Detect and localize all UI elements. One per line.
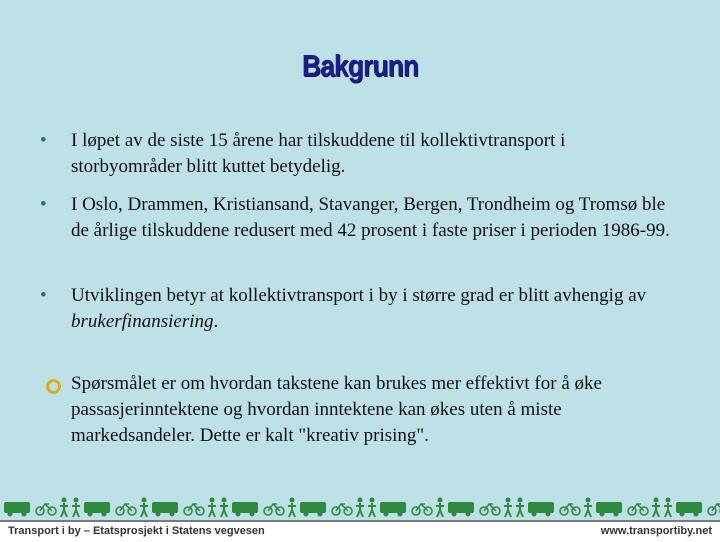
bus-icon [528, 502, 554, 517]
bullet-text: Spørsmålet er om hvordan takstene kan brukes mer effektivt for å øke passasjerinntektene og hvordan inntektene kan økes uten å miste markedsandeler. Dette er kalt "kreativ prising". [71, 373, 602, 446]
pedestrian-icon [504, 498, 512, 518]
bus-icon [448, 502, 474, 517]
bus-icon [84, 502, 110, 517]
bullet-item [40, 371, 680, 449]
bicycle-icon [708, 504, 720, 515]
pedestrian-icon [220, 498, 228, 518]
pedestrian-icon [356, 498, 364, 518]
bullet-text: I Oslo, Drammen, Kristiansand, Stavanger, Bergen, Trondheim og Tromsø ble de årlige tilskuddene redusert med 42 prosent i faste priser i perioden 1986-99. [71, 194, 670, 241]
bus-icon [152, 502, 178, 517]
bullet-item [40, 283, 680, 335]
bullet-text [71, 283, 680, 335]
bus-icon [380, 502, 406, 517]
bullet-marker: • [40, 194, 47, 215]
pedestrian-icon [288, 498, 296, 518]
bullet-text-after: . [213, 311, 219, 332]
bullet-item [40, 128, 680, 180]
bicycle-icon [332, 504, 352, 515]
bullet-text: I løpet av de siste 15 årene har tilskuddene til kollektivtransport i storbyområder blitt kuttet betydelig. [71, 130, 566, 177]
bullet-marker: • [40, 285, 47, 306]
pedestrian-icon [584, 498, 592, 518]
pedestrian-icon [208, 498, 216, 518]
bicycle-icon [184, 504, 204, 515]
bullet-item [40, 192, 680, 244]
pedestrian-icon [368, 498, 376, 518]
pedestrian-icon [664, 498, 672, 518]
bicycle-icon [480, 504, 500, 515]
footer-bar [0, 520, 720, 542]
bicycle-icon [264, 504, 284, 515]
bicycle-icon [560, 504, 580, 515]
footer-left-text: Transport i by – Etatsprosjekt i Statens vegvesen [8, 525, 265, 537]
bus-icon [596, 502, 622, 517]
bus-icon [676, 502, 702, 517]
ring-bullet-icon [46, 379, 61, 394]
bicycle-icon [628, 504, 648, 515]
bus-icon [232, 502, 258, 517]
pedestrian-icon [140, 498, 148, 518]
pedestrian-icon [652, 498, 660, 518]
pedestrian-icon [60, 498, 68, 518]
bullet-marker: • [40, 130, 47, 151]
bus-icon [4, 502, 30, 517]
footer-right-link[interactable]: www.transportiby.net [600, 525, 712, 537]
pedestrian-icon [72, 498, 80, 518]
transport-icons-band [0, 496, 720, 518]
bus-icon [300, 502, 326, 517]
slide-title: Bakgrunn [301, 48, 419, 83]
pedestrian-icon [516, 498, 524, 518]
pedestrian-icon [436, 498, 444, 518]
bicycle-icon [36, 504, 56, 515]
bicycle-icon [116, 504, 136, 515]
bicycle-icon [412, 504, 432, 515]
bullet-text-emphasis: brukerfinansiering [71, 311, 214, 332]
bullet-text-before: Utviklingen betyr at kollektivtransport i by i større grad er blitt avhengig av [71, 285, 647, 306]
